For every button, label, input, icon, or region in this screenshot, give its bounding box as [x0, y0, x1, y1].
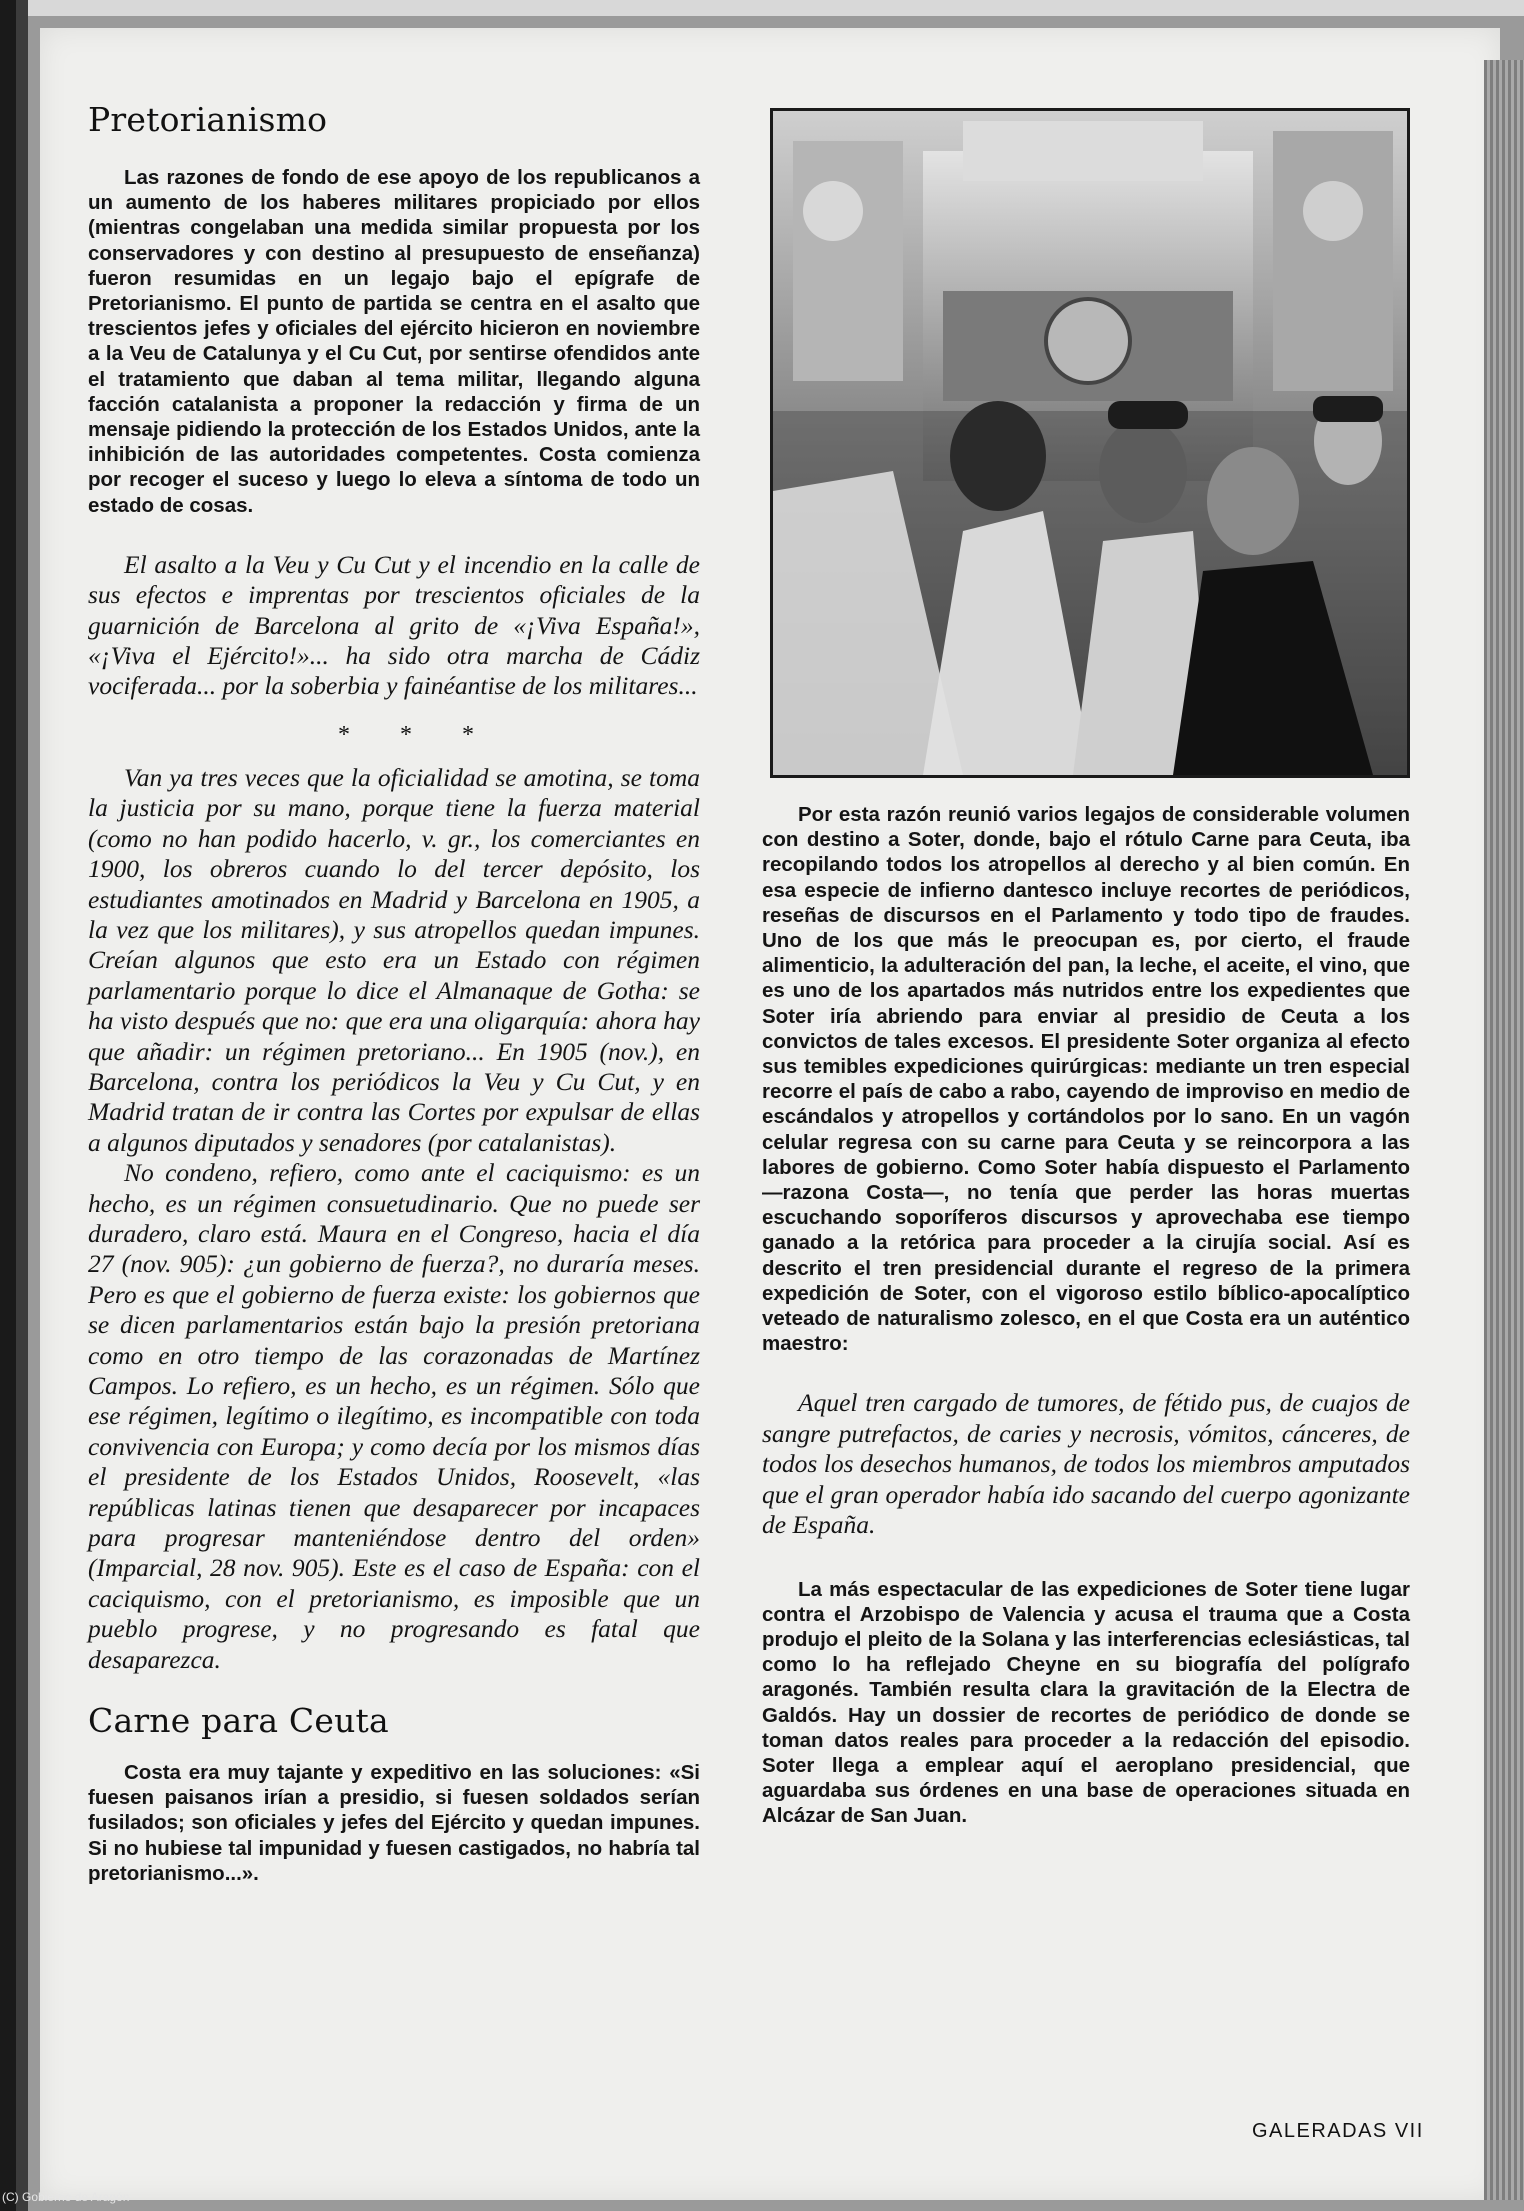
image-credit: (C) Gobierno de Aragón [2, 2190, 130, 2204]
binding-shadow [16, 0, 28, 2211]
procession-photo [770, 108, 1410, 778]
procession-photo-image [773, 111, 1407, 775]
quote-asalto: El asalto a la Veu y Cu Cut y el incendio en la calle de sus efectos e imprentas por trescientos oficiales de la guarnición de Barcelona al grito de «¡Viva España!», «¡Viva el Ejército!»... ha sido otra marcha de Cádiz vociferada... por la soberbia y fainéantise de los militares... [88, 549, 700, 701]
right-column [762, 802, 1410, 1829]
carne-para-ceuta-paragraph-3: La más espectacular de las expediciones de Soter tiene lugar contra el Arzobispo de Valencia y acusa el trauma que a Costa produjo el pleito de la Solana y las interferencias eclesiásticas, tal como lo ha reflejado Cheyne en su biografía del polígrafo aragonés. También resulta clara la gravitación de la Electra de Galdós. Hay un dossier de recortes de periódico de donde se toman datos reales para proceder a la redacción del episodio. Soter llega a emplear aquí el aeroplano presidencial, que aguardaba sus órdenes en una base de operaciones situada en Alcázar de San Juan. [762, 1577, 1410, 1828]
page-folio: GALERADAS VII [1252, 2120, 1424, 2142]
scan-top-edge [28, 0, 1524, 16]
left-column [88, 100, 700, 1885]
page-edge-strip [1484, 60, 1524, 2200]
quote-caciquismo: No condeno, refiero, como ante el caciquismo: es un hecho, es un régimen consuetudinario. Que no puede ser duradero, claro está. Maura en el Congreso, hacia el día 27 (nov. 905): ¿un gobierno de fuerza?, no duraría meses. Pero es que el gobierno de fuerza existe: los gobiernos que se dicen parlamentarios están bajo la presión pretoriana como en otro tiempo de las corazonadas de Martínez Campos. Lo refiero, es un hecho, es un régimen. Sólo que ese régimen, legítimo o ilegítimo, es incompatible con toda convivencia con Europa; y como decía por los mismos días el presidente de los Estados Unidos, Roosevelt, «las repúblicas latinas tienen que desaparecer por incapaces para progresar manteniéndose dentro del orden» (Imparcial, 28 nov. 905). Este es el caso de España: con el caciquismo, con el pretorianismo, es imposible que un pueblo progrese, y no progresando es fatal que desaparezca. [88, 1158, 700, 1674]
quote-tren: Aquel tren cargado de tumores, de fétido pus, de cuajos de sangre putrefactos, de caries y necrosis, vómitos, cánceres, de todos los desechos humanos, de todos los miembros amputados que el gran operador había ido sacando del cuerpo agonizante de España. [762, 1388, 1410, 1540]
carne-para-ceuta-paragraph-1: Costa era muy tajante y expeditivo en las soluciones: «Si fuesen paisanos irían a presidio, si fuesen soldados serían fusilados; son oficiales y jefes del Ejército y quedan impunes. Si no hubiese tal impunidad y fuesen castigados, no habría tal pretorianismo...». [88, 1761, 700, 1885]
section-heading-carne-para-ceuta: Carne para Ceuta [88, 1701, 389, 1741]
section-heading-pretorianismo: Pretorianismo [88, 100, 328, 139]
quote-oficialidad: Van ya tres veces que la oficialidad se amotina, se toma la justicia por su mano, porque tiene la fuerza material (como no han podido hacerlo, v. gr., los comerciantes en 1900, los obreros cuando lo del tercer depósito, los estudiantes amotinados en Madrid y Barcelona en 1905, a la vez que los militares), y sus atropellos quedan impunes. Creían algunos que esto era un Estado con régimen parlamentario porque lo dice el Almanaque de Gotha: se ha visto después que no: que era una oligarquía: ahora hay que añadir: un régimen pretoriano... En 1905 (nov.), en Barcelona, contra los periódicos la Veu y Cu Cut, y en Madrid tratan de ir contra las Cortes por expulsar de ellas a algunos diputados y senadores (por catalanistas). [88, 762, 700, 1157]
intro-paragraph: Las razones de fondo de ese apoyo de los republicanos a un aumento de los haberes militares propiciado por ellos (mientras congelaban una medida similar propuesta por los conservadores y con destino al presupuesto de enseñanza) fueron resumidas en un legajo bajo el epígrafe de Pretorianismo. El punto de partida se centra en el asalto que trescientos jefes y oficiales del ejército hicieron en noviembre a la Veu de Catalunya y el Cu Cut, por sentirse ofendidos ante el tratamiento que daban al tema militar, llegando alguna facción catalanista a proponer la redacción y firma de un mensaje pidiendo la protección de los Estados Unidos, ante la inhibición de las autoridades competentes. Costa comienza por recoger el suceso y luego lo eleva a síntoma de todo un estado de cosas. [88, 166, 700, 517]
section-separator: * * * [338, 721, 496, 748]
book-binding [0, 0, 16, 2211]
carne-para-ceuta-paragraph-2: Por esta razón reunió varios legajos de considerable volumen con destino a Soter, donde, bajo el rótulo Carne para Ceuta, iba recopilando todos los atropellos al derecho y al bien común. En esa especie de infierno dantesco incluye recortes de periódicos, reseñas de discursos en el Parlamento y todo tipo de fraudes. Uno de los que más le preocupan es, por cierto, el fraude alimenticio, la adulteración del pan, la leche, el aceite, el vino, que es uno de los apartados más nutridos entre los expedientes que Soter iría abriendo para enviar al presidio de Ceuta a los convictos de tales excesos. El presidente Soter organiza al efecto sus temibles expediciones quirúrgicas: mediante un tren especial recorre el país de cabo a rabo, cayendo de improviso en medio de escándalos y atropellos y cortándolos por lo sano. En un vagón celular regresa con su carne para Ceuta y se reincorpora a las labores de gobierno. Como Soter había dispuesto el Parlamento —razona Costa—, no tenía que perder las horas muertas escuchando soporíferos discursos y aprovechaba ese tiempo ganado a la retórica para proceder a la cirujía social. Así es descrito el tren presidencial durante el regreso de la primera expedición de Soter, con el vigoroso estilo bíblico-apocalíptico veteado de naturalismo zolesco, en el que Costa era un auténtico maestro: [762, 803, 1410, 1356]
